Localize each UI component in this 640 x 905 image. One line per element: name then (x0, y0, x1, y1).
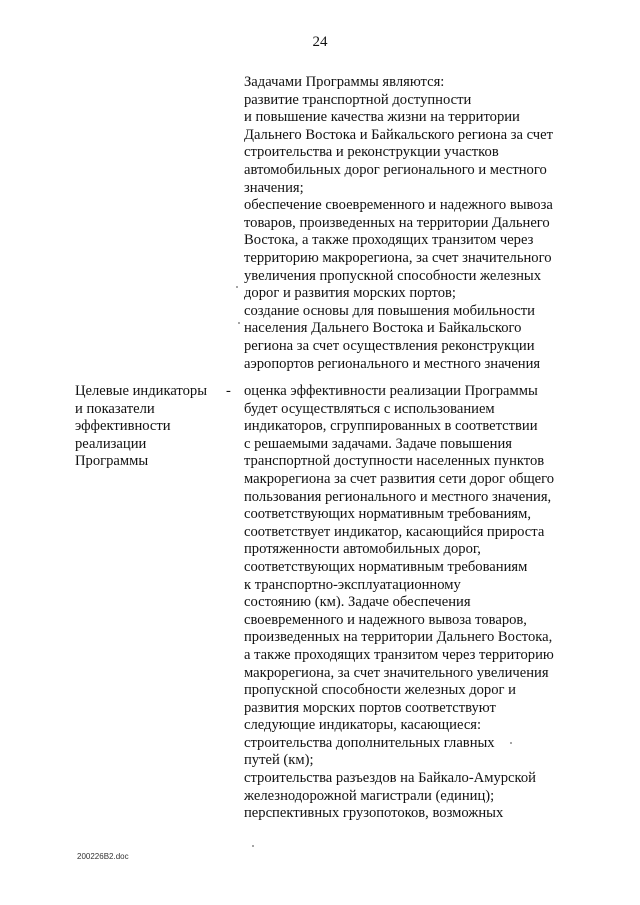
indicators-label-line: эффективности (75, 418, 171, 435)
indicators-text-line: произведенных на территории Дальнего Востока, (244, 629, 553, 646)
goals-text-line: территорию макрорегиона, за счет значительного (244, 249, 552, 266)
goals-text-line: населения Дальнего Востока и Байкальского (244, 320, 522, 337)
footer-filename: 200226B2.doc (77, 852, 129, 861)
indicators-text-line: макрорегиона за счет развития сети дорог общего (244, 470, 555, 487)
indicators-dash: - (226, 383, 231, 399)
goals-text-line: дорог и развития морских портов; (244, 285, 456, 302)
indicators-text-line: транспортной доступности населенных пунктов (244, 453, 545, 470)
goals-text-line: Дальнего Востока и Байкальского региона за счет (244, 126, 554, 143)
goals-text-line: региона за счет осуществления реконструкции (244, 337, 535, 354)
indicators-text-line: протяженности автомобильных дорог, (244, 541, 481, 558)
indicators-label-line: Программы (75, 453, 149, 470)
goals-text-line: развитие транспортной доступности (244, 91, 472, 108)
scan-speck (252, 845, 254, 847)
indicators-label-line: Целевые индикаторы (75, 383, 208, 399)
indicators-text-line: строительства разъездов на Байкало-Амурской (244, 770, 536, 787)
scan-speck (510, 742, 512, 744)
indicators-text-line: железнодорожной магистрали (единиц); (244, 787, 495, 804)
goals-text-line: создание основы для повышения мобильности (244, 302, 535, 319)
indicators-text-line: пропускной способности железных дорог и (244, 682, 516, 699)
goals-text-line: увеличения пропускной способности железных (244, 267, 542, 284)
indicators-text-line: путей (км); (244, 752, 314, 769)
indicators-label-line: и показатели (75, 400, 155, 417)
indicators-text-line: макрорегиона, за счет значительного увеличения (244, 664, 549, 681)
indicators-text-line: следующие индикаторы, касающиеся: (244, 717, 482, 734)
goals-text-line: значения; (244, 179, 304, 196)
indicators-text-line: будет осуществляться с использованием (244, 400, 495, 417)
indicators-text-line: соответствующих нормативным требованиям (244, 558, 528, 575)
indicators-text-line: развития морских портов соответствуют (244, 699, 496, 716)
page-number: 24 (312, 34, 328, 50)
indicators-text-line: строительства дополнительных главных (244, 734, 495, 751)
indicators-text-line: к транспортно-эксплуатационному (244, 576, 461, 593)
goals-text-line: строительства и реконструкции участков (244, 144, 499, 161)
goals-text-line: и повышение качества жизни на территории (244, 109, 520, 126)
goals-text-line: Востока, а также проходящих транзитом через (244, 232, 534, 249)
indicators-label (75, 383, 207, 471)
indicators-text (244, 383, 554, 823)
scan-speck (238, 322, 240, 324)
indicators-text-line: состоянию (км). Задаче обеспечения (244, 594, 471, 611)
goals-text-line: обеспечение своевременного и надежного вывоза (244, 197, 553, 214)
indicators-text-line: соответствующих нормативным требованиям, (244, 506, 531, 523)
indicators-label-line: реализации (75, 435, 147, 452)
indicators-text-line: с решаемыми задачами. Задаче повышения (244, 435, 512, 452)
indicators-text-line: индикаторов, сгруппированных в соответствии (244, 418, 538, 435)
indicators-text-line: оценка эффективности реализации Программы (244, 383, 538, 399)
indicators-text-line: а также проходящих транзитом через территорию (244, 646, 554, 663)
goals-text-line: Задачами Программы являются: (244, 74, 445, 90)
goals-text-line: аэропортов регионального и местного значения (244, 355, 541, 372)
goals-text-line: товаров, произведенных на территории Дальнего (244, 214, 550, 231)
scan-speck (236, 286, 238, 288)
indicators-text-line: пользования регионального и местного значения, (244, 488, 552, 505)
goals-text-line: автомобильных дорог регионального и местного (244, 161, 547, 178)
program-goals-text (244, 74, 553, 373)
indicators-text-line: перспективных грузопотоков, возможных (244, 805, 504, 822)
indicators-text-line: своевременного и надежного вывоза товаров, (244, 611, 527, 628)
indicators-text-line: соответствует индикатор, касающийся прироста (244, 523, 545, 540)
